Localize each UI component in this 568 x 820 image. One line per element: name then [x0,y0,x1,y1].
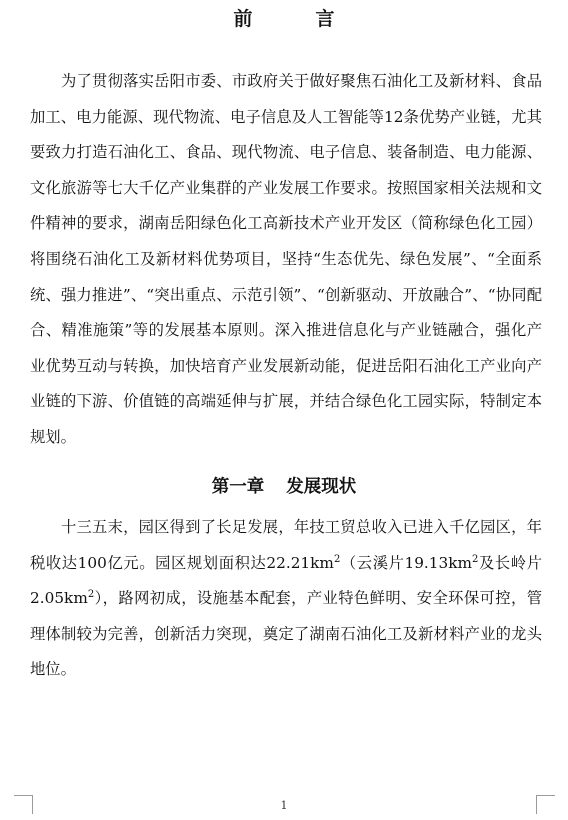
status-text-2: （云溪片19.13km [340,553,473,572]
chapter-number: 第一章 [211,477,265,497]
superscript-3: 2 [87,589,95,601]
status-text-3: 及长岭片2.05km [30,553,542,608]
chapter-title: 发展现状 [286,477,357,497]
preface-paragraph: 为了贯彻落实岳阳市委、市政府关于做好聚焦石油化工及新材料、食品加工、电力能源、现代物流、电子信息及人工智能等12条优势产业链，尤其要致力打造石油化工、食品、现代物流、电子信息、装备制造、电力能源、文化旅游等七大千亿产业集群的产业发展工作要求。按照国家相关法规和文件精神的要求，湖南岳阳绿色化工高新技术产业开发区（简称绿色化工园）将围绕石油化工及新材料优势项目，坚持“生态优先、绿色发展”、“全面系统、强力推进”、“突出重点、示范引领”、“创新驱动、开放融合”、“协同配合、精准施策”等的发展基本原则。深入推进信息化与产业链融合，强化产业优势互动与转换，加快培育产业发展新动能，促进岳阳石油化工产业向产业链的下游、价值链的高端延伸与扩展，并结合绿色化工园实际，特制定本规划。 [30,72,542,446]
status-text-4: ），路网初成，设施基本配套，产业特色鲜明、安全环保可控，管理体制较为完善，创新活力突现，奠定了湖南石油化工及新材料产业的龙头地位。 [30,589,542,679]
superscript-2: 2 [472,553,479,565]
preface-heading: 前 言 [233,8,357,30]
crop-mark-bottom-right [536,795,555,814]
chapter-heading [0,473,568,498]
page-number: 1 [280,799,288,812]
superscript-1: 2 [333,553,341,565]
status-text-1: 十三五末，园区得到了长足发展，年技工贸总收入已进入千亿园区，年税收达100亿元。园区规划面积达22.21km [30,518,542,572]
status-paragraph [30,510,542,688]
